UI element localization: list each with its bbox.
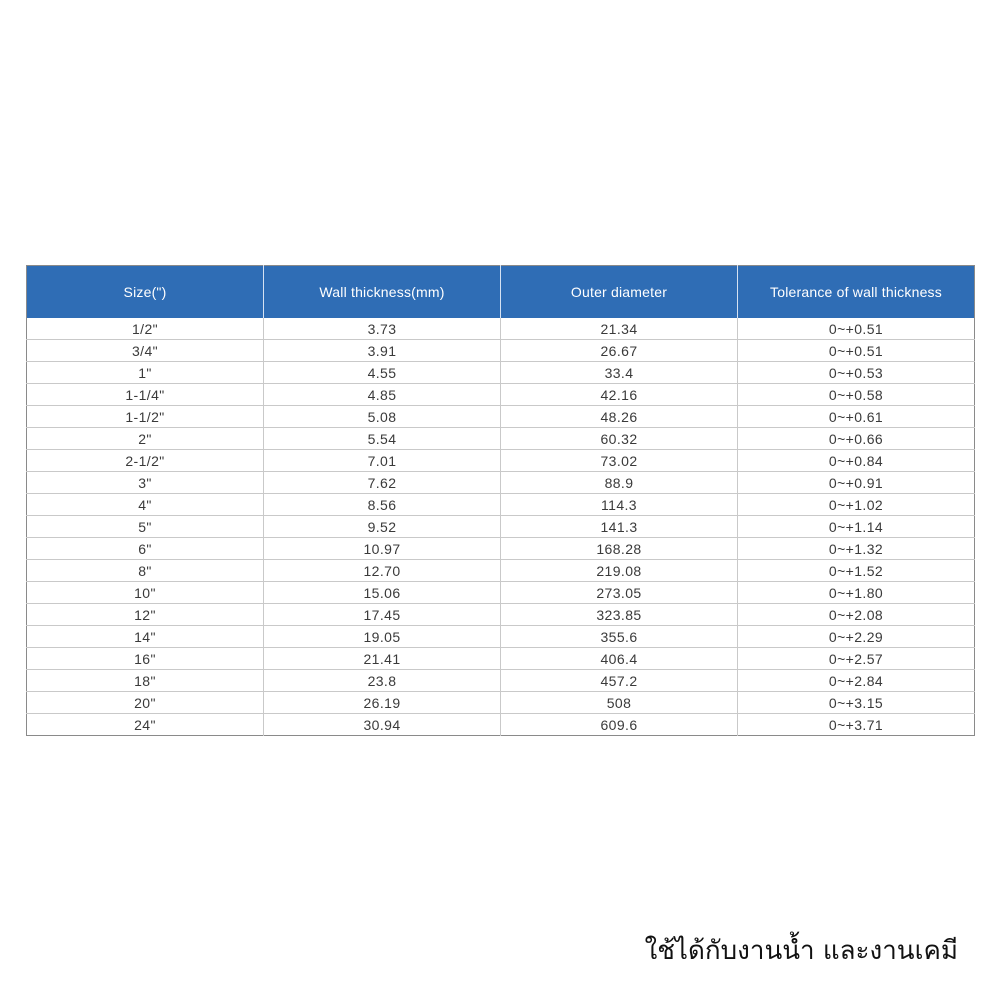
outer-diameter-cell: 21.34 — [501, 318, 738, 340]
outer-diameter-cell: 323.85 — [501, 604, 738, 626]
size-cell: 12" — [27, 604, 264, 626]
outer-diameter-cell: 508 — [501, 692, 738, 714]
header-wall-thickness: Wall thickness(mm) — [264, 266, 501, 319]
table-row — [27, 318, 975, 340]
size-cell: 24" — [27, 714, 264, 736]
wall-thickness-cell: 3.91 — [264, 340, 501, 362]
header-tolerance: Tolerance of wall thickness — [738, 266, 975, 319]
outer-diameter-cell: 33.4 — [501, 362, 738, 384]
size-cell: 10" — [27, 582, 264, 604]
outer-diameter-cell: 406.4 — [501, 648, 738, 670]
table-header — [27, 266, 975, 319]
outer-diameter-cell: 60.32 — [501, 428, 738, 450]
caption-text: ใช้ได้กับงานน้ำ และงานเคมี — [644, 936, 958, 966]
wall-thickness-cell: 5.54 — [264, 428, 501, 450]
size-cell: 1-1/2" — [27, 406, 264, 428]
outer-diameter-cell: 26.67 — [501, 340, 738, 362]
tolerance-cell: 0~+2.84 — [738, 670, 975, 692]
size-cell: 4" — [27, 494, 264, 516]
outer-diameter-cell: 141.3 — [501, 516, 738, 538]
size-cell: 2" — [27, 428, 264, 450]
wall-thickness-cell: 19.05 — [264, 626, 501, 648]
tolerance-cell: 0~+0.84 — [738, 450, 975, 472]
table-row — [27, 516, 975, 538]
outer-diameter-cell: 114.3 — [501, 494, 738, 516]
size-cell: 14" — [27, 626, 264, 648]
size-cell: 1-1/4" — [27, 384, 264, 406]
table-row — [27, 472, 975, 494]
size-cell: 2-1/2" — [27, 450, 264, 472]
wall-thickness-cell: 3.73 — [264, 318, 501, 340]
size-cell: 18" — [27, 670, 264, 692]
outer-diameter-cell: 219.08 — [501, 560, 738, 582]
table-row — [27, 560, 975, 582]
size-cell: 20" — [27, 692, 264, 714]
size-cell: 8" — [27, 560, 264, 582]
header-size: Size(") — [27, 266, 264, 319]
table-row — [27, 450, 975, 472]
wall-thickness-cell: 4.55 — [264, 362, 501, 384]
outer-diameter-cell: 273.05 — [501, 582, 738, 604]
size-cell: 1/2" — [131, 320, 159, 337]
wall-thickness-cell: 26.19 — [264, 692, 501, 714]
table-row — [27, 362, 975, 384]
tolerance-cell: 0~+1.02 — [738, 494, 975, 516]
outer-diameter-cell: 73.02 — [501, 450, 738, 472]
tolerance-cell: 0~+0.91 — [738, 472, 975, 494]
outer-diameter-cell: 457.2 — [501, 670, 738, 692]
table-row — [27, 340, 975, 362]
wall-thickness-cell: 17.45 — [264, 604, 501, 626]
outer-diameter-cell: 355.6 — [501, 626, 738, 648]
wall-thickness-cell: 30.94 — [264, 714, 501, 736]
wall-thickness-cell: 15.06 — [264, 582, 501, 604]
tolerance-cell: 0~+1.80 — [738, 582, 975, 604]
pipe-spec-table — [26, 265, 975, 736]
tolerance-cell: 0~+3.71 — [738, 714, 975, 736]
wall-thickness-cell: 21.41 — [264, 648, 501, 670]
wall-thickness-cell: 10.97 — [264, 538, 501, 560]
tolerance-cell: 0~+1.52 — [738, 560, 975, 582]
tolerance-cell: 0~+3.15 — [738, 692, 975, 714]
size-cell: 3/4" — [27, 340, 264, 362]
outer-diameter-cell: 168.28 — [501, 538, 738, 560]
table-row — [27, 538, 975, 560]
wall-thickness-cell: 23.8 — [264, 670, 501, 692]
wall-thickness-cell: 12.70 — [264, 560, 501, 582]
outer-diameter-cell: 609.6 — [501, 714, 738, 736]
header-row — [27, 266, 975, 319]
header-outer-diameter: Outer diameter — [501, 266, 738, 319]
size-cell: 16" — [27, 648, 264, 670]
size-cell: 6" — [27, 538, 264, 560]
size-cell: 3" — [27, 472, 264, 494]
tolerance-cell: 0~+0.51 — [738, 318, 975, 340]
wall-thickness-cell: 5.08 — [264, 406, 501, 428]
table-row — [27, 604, 975, 626]
tolerance-cell: 0~+0.61 — [738, 406, 975, 428]
table-row — [27, 582, 975, 604]
wall-thickness-cell: 7.01 — [264, 450, 501, 472]
tolerance-cell: 0~+0.53 — [738, 362, 975, 384]
wall-thickness-cell: 4.85 — [264, 384, 501, 406]
size-cell: 1" — [27, 362, 264, 384]
tolerance-cell: 0~+2.08 — [738, 604, 975, 626]
outer-diameter-cell: 48.26 — [501, 406, 738, 428]
tolerance-cell: 0~+0.51 — [738, 340, 975, 362]
tolerance-cell: 0~+0.66 — [738, 428, 975, 450]
table-row — [27, 494, 975, 516]
size-cell: 5" — [27, 516, 264, 538]
table-row — [27, 714, 975, 736]
outer-diameter-cell: 42.16 — [501, 384, 738, 406]
wall-thickness-cell: 9.52 — [264, 516, 501, 538]
wall-thickness-cell: 7.62 — [264, 472, 501, 494]
table-row — [27, 626, 975, 648]
table-row — [27, 406, 975, 428]
tolerance-cell: 0~+0.58 — [738, 384, 975, 406]
wall-thickness-cell: 8.56 — [264, 494, 501, 516]
table-row — [27, 428, 975, 450]
tolerance-cell: 0~+1.14 — [738, 516, 975, 538]
table-row — [27, 670, 975, 692]
outer-diameter-cell: 88.9 — [501, 472, 738, 494]
table-row — [27, 692, 975, 714]
table-row — [27, 384, 975, 406]
table-body — [27, 318, 975, 736]
table-row — [27, 648, 975, 670]
tolerance-cell: 0~+2.29 — [738, 626, 975, 648]
tolerance-cell: 0~+1.32 — [738, 538, 975, 560]
tolerance-cell: 0~+2.57 — [738, 648, 975, 670]
